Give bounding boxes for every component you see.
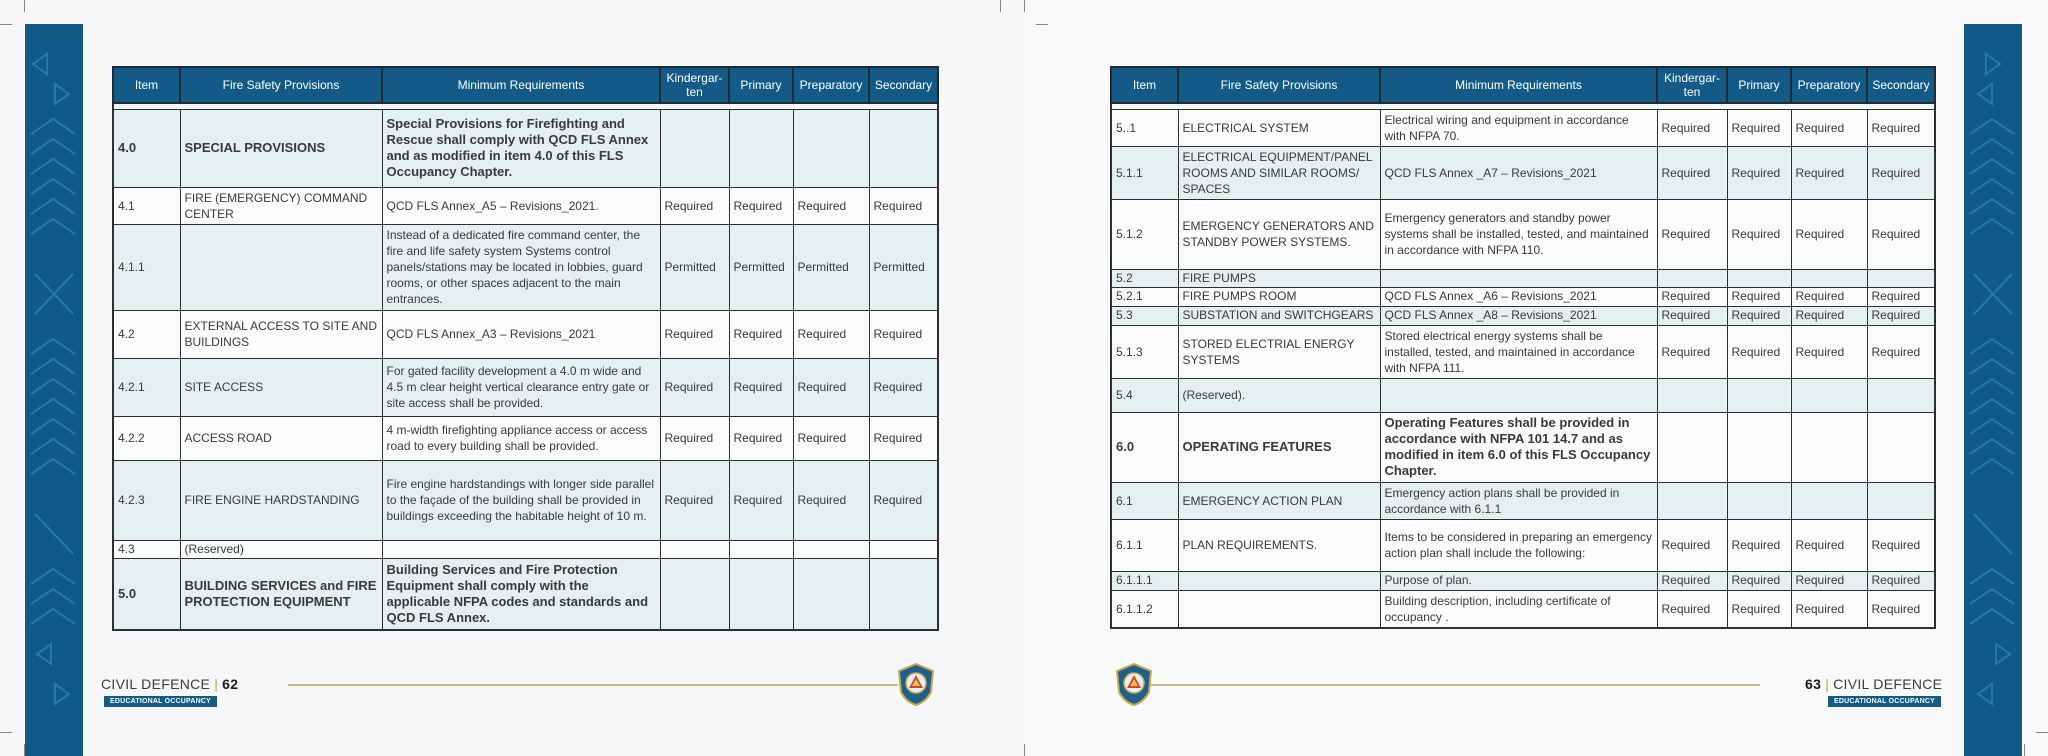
item-cell: 6.1.1.1: [1111, 571, 1178, 590]
requirement-cell: Stored electrical energy systems shall be installed, tested, and maintained in accordance with NFPA 111.: [1380, 325, 1657, 378]
primary-cell: Required: [1727, 146, 1791, 199]
kindergarten-cell: [1657, 378, 1727, 412]
table-row: [1111, 109, 1935, 146]
footer-title: [101, 676, 238, 692]
requirement-cell: [1380, 378, 1657, 412]
footer-separator: |: [1825, 676, 1830, 692]
preparatory-cell: Required: [1791, 306, 1867, 325]
table-row: [113, 460, 938, 540]
table-row: [1111, 482, 1935, 519]
primary-cell: Required: [1727, 519, 1791, 571]
civil-defence-crest-icon: [896, 662, 936, 706]
table-row: [113, 224, 938, 310]
civil-defence-crest-icon: [1114, 662, 1154, 706]
primary-cell: [1727, 269, 1791, 287]
preparatory-cell: [793, 540, 869, 558]
primary-cell: Required: [729, 358, 793, 416]
item-cell: 6.0: [1111, 412, 1178, 482]
decorative-side-band: [1964, 24, 2022, 756]
table-row: [1111, 519, 1935, 571]
decorative-side-band: [25, 24, 83, 756]
primary-cell: Required: [1727, 590, 1791, 628]
kindergarten-cell: Required: [660, 460, 729, 540]
primary-cell: Required: [729, 416, 793, 460]
crop-mark: [1024, 744, 1025, 756]
preparatory-cell: Required: [793, 310, 869, 358]
item-cell: 5..1: [1111, 109, 1178, 146]
provision-cell: EXTERNAL ACCESS TO SITE AND BUILDINGS: [180, 310, 382, 358]
table-row: [1111, 199, 1935, 269]
item-cell: 6.1.1: [1111, 519, 1178, 571]
provision-cell: [1178, 590, 1380, 628]
item-cell: 5.2: [1111, 269, 1178, 287]
kindergarten-cell: Required: [1657, 146, 1727, 199]
requirement-cell: Emergency action plans shall be provided in accordance with 6.1.1: [1380, 482, 1657, 519]
secondary-cell: Required: [1867, 287, 1935, 306]
right-page: [1024, 0, 2048, 756]
fire-safety-table-right: [1110, 66, 1936, 629]
item-cell: 5.1.3: [1111, 325, 1178, 378]
col-header-item: Item: [1111, 67, 1178, 103]
col-header-secondary: Secondary: [869, 67, 938, 103]
kindergarten-cell: [1657, 269, 1727, 287]
requirement-cell: Purpose of plan.: [1380, 571, 1657, 590]
footer-title: [1805, 676, 1942, 692]
preparatory-cell: Required: [1791, 519, 1867, 571]
requirement-cell: Emergency generators and standby power systems shall be installed, tested, and maintained in accordance with NFPA 110.: [1380, 199, 1657, 269]
preparatory-cell: Required: [1791, 287, 1867, 306]
item-cell: 5.1.2: [1111, 199, 1178, 269]
requirement-cell: Operating Features shall be provided in accordance with NFPA 101 14.7 and as modified in item 6.0 of this FLS Occupancy Chapter.: [1380, 412, 1657, 482]
footer-org-name: CIVIL DEFENCE: [1833, 676, 1943, 692]
item-cell: 4.2.1: [113, 358, 180, 416]
table-row: [1111, 571, 1935, 590]
table-row: [1111, 306, 1935, 325]
provision-cell: [180, 224, 382, 310]
kindergarten-cell: Required: [1657, 109, 1727, 146]
col-header-kindergarten: Kindergar-ten: [1657, 67, 1727, 103]
item-cell: 5.1.1: [1111, 146, 1178, 199]
crop-mark: [0, 24, 12, 25]
primary-cell: Required: [1727, 109, 1791, 146]
provision-cell: (Reserved).: [1178, 378, 1380, 412]
provision-cell: (Reserved): [180, 540, 382, 558]
primary-cell: Required: [1727, 325, 1791, 378]
requirement-cell: For gated facility development a 4.0 m wide and 4.5 m clear height vertical clearance entry gate or site access shall be provided.: [382, 358, 660, 416]
secondary-cell: Required: [1867, 571, 1935, 590]
kindergarten-cell: Required: [1657, 287, 1727, 306]
crop-mark: [2036, 732, 2048, 733]
item-cell: 4.3: [113, 540, 180, 558]
item-cell: 4.2.2: [113, 416, 180, 460]
col-header-primary: Primary: [729, 67, 793, 103]
preparatory-cell: Required: [1791, 590, 1867, 628]
kindergarten-cell: Required: [1657, 571, 1727, 590]
table-header-row: [113, 67, 938, 103]
kindergarten-cell: Required: [660, 310, 729, 358]
kindergarten-cell: [660, 558, 729, 630]
provision-cell: BUILDING SERVICES and FIRE PROTECTION EQUIPMENT: [180, 558, 382, 630]
secondary-cell: [1867, 378, 1935, 412]
requirement-cell: QCD FLS Annex _A6 – Revisions_2021: [1380, 287, 1657, 306]
preparatory-cell: [793, 558, 869, 630]
requirement-cell: Building Services and Fire Protection Equipment shall comply with the applicable NFPA codes and standards and QCD FLS Annex.: [382, 558, 660, 630]
kindergarten-cell: Required: [1657, 306, 1727, 325]
provision-cell: STORED ELECTRIAL ENERGY SYSTEMS: [1178, 325, 1380, 378]
crop-mark: [1000, 0, 1001, 12]
primary-cell: Required: [1727, 287, 1791, 306]
provision-cell: FIRE ENGINE HARDSTANDING: [180, 460, 382, 540]
col-header-provisions: Fire Safety Provisions: [180, 67, 382, 103]
primary-cell: Required: [729, 310, 793, 358]
secondary-cell: Required: [1867, 199, 1935, 269]
secondary-cell: Required: [869, 416, 938, 460]
fire-safety-table-left: [112, 66, 939, 631]
item-cell: 5.2.1: [1111, 287, 1178, 306]
footer-badge: EDUCATIONAL OCCUPANCY: [1828, 696, 1941, 707]
secondary-cell: Permitted: [869, 224, 938, 310]
table-row: [113, 109, 938, 187]
col-header-preparatory: Preparatory: [793, 67, 869, 103]
item-cell: 5.3: [1111, 306, 1178, 325]
col-header-requirements: Minimum Requirements: [382, 67, 660, 103]
table-row: [1111, 378, 1935, 412]
provision-cell: ELECTRICAL EQUIPMENT/PANEL ROOMS AND SIMILAR ROOMS/ SPACES: [1178, 146, 1380, 199]
secondary-cell: [869, 558, 938, 630]
table-row: [1111, 590, 1935, 628]
preparatory-cell: Required: [793, 187, 869, 224]
preparatory-cell: [793, 109, 869, 187]
table-row: [1111, 269, 1935, 287]
provision-cell: [1178, 571, 1380, 590]
col-header-preparatory: Preparatory: [1791, 67, 1867, 103]
secondary-cell: [1867, 269, 1935, 287]
provision-cell: SUBSTATION and SWITCHGEARS: [1178, 306, 1380, 325]
col-header-requirements: Minimum Requirements: [1380, 67, 1657, 103]
secondary-cell: Required: [1867, 109, 1935, 146]
table-row: [1111, 146, 1935, 199]
secondary-cell: [1867, 482, 1935, 519]
table-row: [1111, 412, 1935, 482]
primary-cell: Required: [729, 460, 793, 540]
provision-cell: FIRE (EMERGENCY) COMMAND CENTER: [180, 187, 382, 224]
provision-cell: ELECTRICAL SYSTEM: [1178, 109, 1380, 146]
item-cell: 4.1: [113, 187, 180, 224]
footer-badge: EDUCATIONAL OCCUPANCY: [104, 696, 217, 707]
preparatory-cell: Required: [1791, 146, 1867, 199]
kindergarten-cell: [1657, 412, 1727, 482]
item-cell: 5.0: [113, 558, 180, 630]
provision-cell: SPECIAL PROVISIONS: [180, 109, 382, 187]
requirement-cell: QCD FLS Annex_A5 – Revisions_2021.: [382, 187, 660, 224]
preparatory-cell: Required: [1791, 199, 1867, 269]
table-row: [1111, 325, 1935, 378]
primary-cell: [729, 558, 793, 630]
kindergarten-cell: [660, 540, 729, 558]
secondary-cell: Required: [1867, 146, 1935, 199]
crop-mark: [2024, 744, 2025, 756]
col-header-provisions: Fire Safety Provisions: [1178, 67, 1380, 103]
requirement-cell: Special Provisions for Firefighting and Rescue shall comply with QCD FLS Annex and as modified in item 4.0 of this FLS Occupancy Chapter.: [382, 109, 660, 187]
crop-mark: [24, 0, 25, 12]
secondary-cell: Required: [1867, 325, 1935, 378]
primary-cell: [1727, 378, 1791, 412]
crop-mark: [1024, 0, 1025, 12]
requirement-cell: Instead of a dedicated fire command center, the fire and life safety system Systems control panels/stations may be located in lobbies, guard rooms, or other spaces adjacent to the main entrances.: [382, 224, 660, 310]
kindergarten-cell: [1657, 482, 1727, 519]
secondary-cell: Required: [869, 187, 938, 224]
requirement-cell: QCD FLS Annex _A7 – Revisions_2021: [1380, 146, 1657, 199]
kindergarten-cell: Required: [660, 358, 729, 416]
secondary-cell: [1867, 412, 1935, 482]
col-header-item: Item: [113, 67, 180, 103]
primary-cell: [729, 109, 793, 187]
primary-cell: Required: [1727, 306, 1791, 325]
provision-cell: OPERATING FEATURES: [1178, 412, 1380, 482]
kindergarten-cell: Required: [1657, 519, 1727, 571]
preparatory-cell: [1791, 269, 1867, 287]
page-number: 62: [222, 676, 239, 692]
primary-cell: [1727, 482, 1791, 519]
kindergarten-cell: Permitted: [660, 224, 729, 310]
secondary-cell: Required: [1867, 306, 1935, 325]
table-row: [113, 416, 938, 460]
primary-cell: Required: [729, 187, 793, 224]
preparatory-cell: [1791, 412, 1867, 482]
crop-mark: [1036, 24, 1048, 25]
provision-cell: PLAN REQUIREMENTS.: [1178, 519, 1380, 571]
crop-mark: [0, 732, 12, 733]
kindergarten-cell: Required: [660, 187, 729, 224]
preparatory-cell: [1791, 482, 1867, 519]
kindergarten-cell: Required: [1657, 325, 1727, 378]
col-header-secondary: Secondary: [1867, 67, 1935, 103]
item-cell: 6.1.1.2: [1111, 590, 1178, 628]
provision-cell: FIRE PUMPS: [1178, 269, 1380, 287]
primary-cell: Permitted: [729, 224, 793, 310]
preparatory-cell: Permitted: [793, 224, 869, 310]
requirement-cell: Building description, including certificate of occupancy .: [1380, 590, 1657, 628]
page-number: 63: [1805, 676, 1822, 692]
preparatory-cell: [1791, 378, 1867, 412]
table-header-row: [1111, 67, 1935, 103]
preparatory-cell: Required: [1791, 571, 1867, 590]
secondary-cell: [869, 109, 938, 187]
requirement-cell: 4 m-width firefighting appliance access or access road to every building shall be provided.: [382, 416, 660, 460]
provision-cell: ACCESS ROAD: [180, 416, 382, 460]
table-row: [113, 187, 938, 224]
preparatory-cell: Required: [793, 358, 869, 416]
table-row: [113, 558, 938, 630]
table-row: [1111, 287, 1935, 306]
kindergarten-cell: Required: [1657, 199, 1727, 269]
table-row: [113, 310, 938, 358]
footer-rule: [1150, 684, 1760, 686]
table-row: [113, 358, 938, 416]
item-cell: 4.1.1: [113, 224, 180, 310]
primary-cell: Required: [1727, 571, 1791, 590]
secondary-cell: Required: [1867, 590, 1935, 628]
secondary-cell: [869, 540, 938, 558]
requirement-cell: QCD FLS Annex_A3 – Revisions_2021: [382, 310, 660, 358]
primary-cell: [729, 540, 793, 558]
secondary-cell: Required: [869, 310, 938, 358]
item-cell: 4.2.3: [113, 460, 180, 540]
kindergarten-cell: Required: [660, 416, 729, 460]
item-cell: 6.1: [1111, 482, 1178, 519]
provision-cell: EMERGENCY ACTION PLAN: [1178, 482, 1380, 519]
preparatory-cell: Required: [793, 416, 869, 460]
provision-cell: FIRE PUMPS ROOM: [1178, 287, 1380, 306]
preparatory-cell: Required: [1791, 109, 1867, 146]
requirement-cell: QCD FLS Annex _A8 – Revisions_2021: [1380, 306, 1657, 325]
table-row: [113, 540, 938, 558]
provision-cell: SITE ACCESS: [180, 358, 382, 416]
provision-cell: EMERGENCY GENERATORS AND STANDBY POWER SYSTEMS.: [1178, 199, 1380, 269]
item-cell: 5.4: [1111, 378, 1178, 412]
preparatory-cell: Required: [793, 460, 869, 540]
footer-rule: [288, 684, 898, 686]
primary-cell: [1727, 412, 1791, 482]
item-cell: 4.2: [113, 310, 180, 358]
col-header-primary: Primary: [1727, 67, 1791, 103]
footer-org-name: CIVIL DEFENCE: [101, 676, 211, 692]
requirement-cell: [1380, 269, 1657, 287]
secondary-cell: Required: [869, 460, 938, 540]
col-header-kindergarten: Kindergar-ten: [660, 67, 729, 103]
item-cell: 4.0: [113, 109, 180, 187]
secondary-cell: Required: [869, 358, 938, 416]
primary-cell: Required: [1727, 199, 1791, 269]
preparatory-cell: Required: [1791, 325, 1867, 378]
requirement-cell: Fire engine hardstandings with longer side parallel to the façade of the building shall be provided in buildings exceeding the habitable height of 10 m.: [382, 460, 660, 540]
requirement-cell: Items to be considered in preparing an emergency action plan shall include the following:: [1380, 519, 1657, 571]
footer-separator: |: [214, 676, 219, 692]
secondary-cell: Required: [1867, 519, 1935, 571]
requirement-cell: [382, 540, 660, 558]
kindergarten-cell: [660, 109, 729, 187]
kindergarten-cell: Required: [1657, 590, 1727, 628]
requirement-cell: Electrical wiring and equipment in accordance with NFPA 70.: [1380, 109, 1657, 146]
